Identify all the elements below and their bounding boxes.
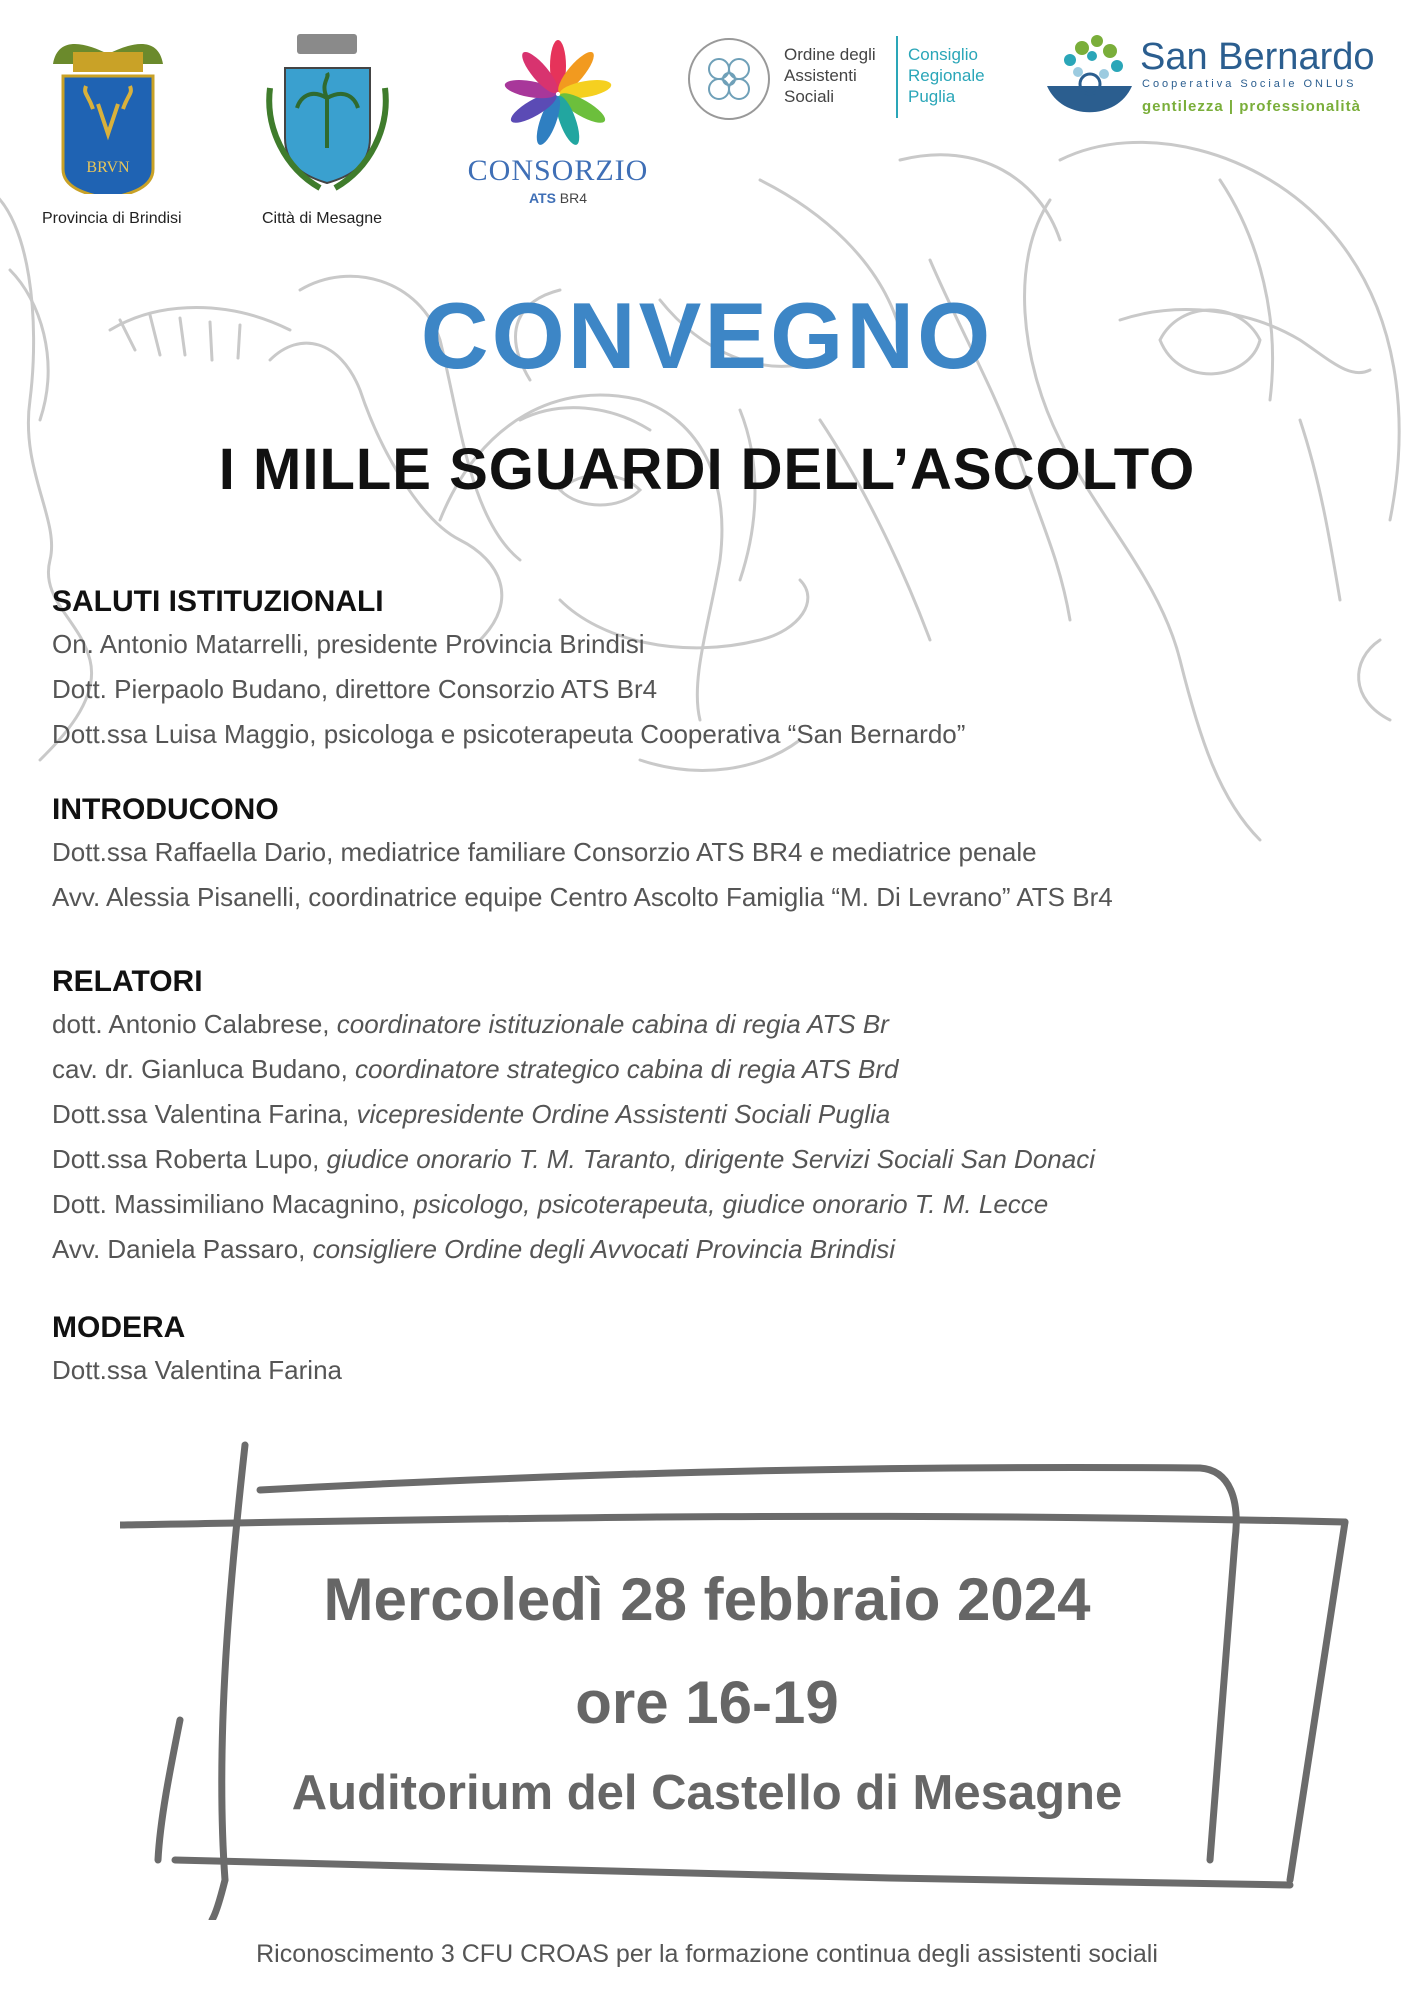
consorzio-subtitle [448, 190, 668, 206]
citta-mesagne-logo [255, 28, 400, 208]
speaker-name: Dott. Massimiliano Macagnino, [52, 1189, 407, 1219]
consorzio-sub-rest: BR4 [555, 190, 588, 206]
consorzio-sub-bold: ATS [528, 190, 556, 206]
speaker-name: Dott.ssa Valentina Farina, [52, 1099, 350, 1129]
mesagne-caption: Città di Mesagne [262, 210, 383, 227]
section-heading: INTRODUCONO [52, 793, 279, 826]
speaker-role: vicepresidente Ordine Assistenti Sociali Puglia [349, 1099, 891, 1129]
consorzio-flower-icon [448, 36, 668, 154]
speaker-line [52, 1002, 1352, 1047]
ordine-left-text: Ordine degli Assistenti Sociali [784, 45, 876, 106]
san-bernardo-tree-icon [1042, 26, 1137, 121]
event-title: I MILLE SGUARDI DELL’ASCOLTO [218, 437, 1196, 502]
speaker-name: Avv. Daniela Passaro, [52, 1234, 306, 1264]
section-saluti-istituzionali [52, 582, 1352, 757]
consorzio-name: CONSORZIO [467, 154, 649, 187]
san-bernardo-logo [1042, 26, 1387, 126]
provincia-brindisi-logo [48, 24, 168, 204]
section-modera [52, 1308, 1352, 1393]
brindisi-shield-text: BRVN [86, 159, 130, 176]
brindisi-coat-of-arms-icon [48, 24, 168, 194]
speaker-role: giudice onorario T. M. Taranto, dirigente Servizi Sociali San Donaci [319, 1144, 1095, 1174]
speaker-line: On. Antonio Matarrelli, presidente Provincia Brindisi [52, 629, 645, 659]
section-heading: SALUTI ISTITUZIONALI [52, 585, 384, 618]
section-heading: RELATORI [52, 965, 203, 998]
speaker-role: psicologo, psicoterapeuta, giudice onorario T. M. Lecce [406, 1189, 1049, 1219]
speaker-role: consigliere Ordine degli Avvocati Provincia Brindisi [305, 1234, 895, 1264]
ordine-assistenti-sociali-logo [684, 32, 1004, 128]
speaker-line: Avv. Alessia Pisanelli, coordinatrice equipe Centro Ascolto Famiglia “M. Di Levrano” ATS Br4 [52, 882, 1113, 912]
ordine-knot-icon [684, 34, 774, 124]
consorzio-ats-logo [448, 36, 668, 216]
mesagne-coat-of-arms-icon [255, 28, 400, 198]
speaker-role: coordinatore istituzionale cabina di regia ATS Br [329, 1009, 889, 1039]
event-type-title: CONVEGNO [420, 283, 994, 388]
section-introducono [52, 790, 1352, 920]
speaker-name: Dott.ssa Roberta Lupo, [52, 1144, 320, 1174]
speaker-name: dott. Antonio Calabrese, [52, 1009, 330, 1039]
speaker-role: coordinatore strategico cabina di regia ATS Brd [347, 1054, 899, 1084]
speaker-name: cav. dr. Gianluca Budano, [52, 1054, 348, 1084]
ordine-right-text: Consiglio Regionale Puglia [908, 45, 985, 106]
section-heading: MODERA [52, 1311, 186, 1344]
brindisi-caption: Provincia di Brindisi [42, 210, 182, 227]
speaker-line [52, 1182, 1352, 1227]
event-time: ore 16-19 [575, 1669, 839, 1736]
speaker-line [52, 1047, 1352, 1092]
speaker-line [52, 1137, 1352, 1182]
speaker-line [52, 1092, 1352, 1137]
san-bernardo-name: San Bernardo [1140, 36, 1375, 78]
speaker-line: Dott.ssa Luisa Maggio, psicologa e psicoterapeuta Cooperativa “San Bernardo” [52, 719, 966, 749]
credits-footer: Riconoscimento 3 CFU CROAS per la formazione continua degli assistenti sociali [256, 1940, 1158, 1968]
event-date: Mercoledì 28 febbraio 2024 [323, 1566, 1091, 1633]
san-bernardo-subtitle: Cooperativa Sociale ONLUS [1142, 78, 1357, 90]
section-relatori [52, 962, 1352, 1272]
speaker-line [52, 1227, 1352, 1272]
san-bernardo-tagline: gentilezza | professionalità [1142, 98, 1361, 115]
ordine-divider [896, 36, 898, 118]
speaker-line: Dott.ssa Raffaella Dario, mediatrice familiare Consorzio ATS BR4 e mediatrice penale [52, 837, 1037, 867]
speaker-line: Dott. Pierpaolo Budano, direttore Consorzio ATS Br4 [52, 674, 658, 704]
moderator-line: Dott.ssa Valentina Farina [52, 1355, 342, 1385]
event-venue: Auditorium del Castello di Mesagne [291, 1766, 1123, 1820]
